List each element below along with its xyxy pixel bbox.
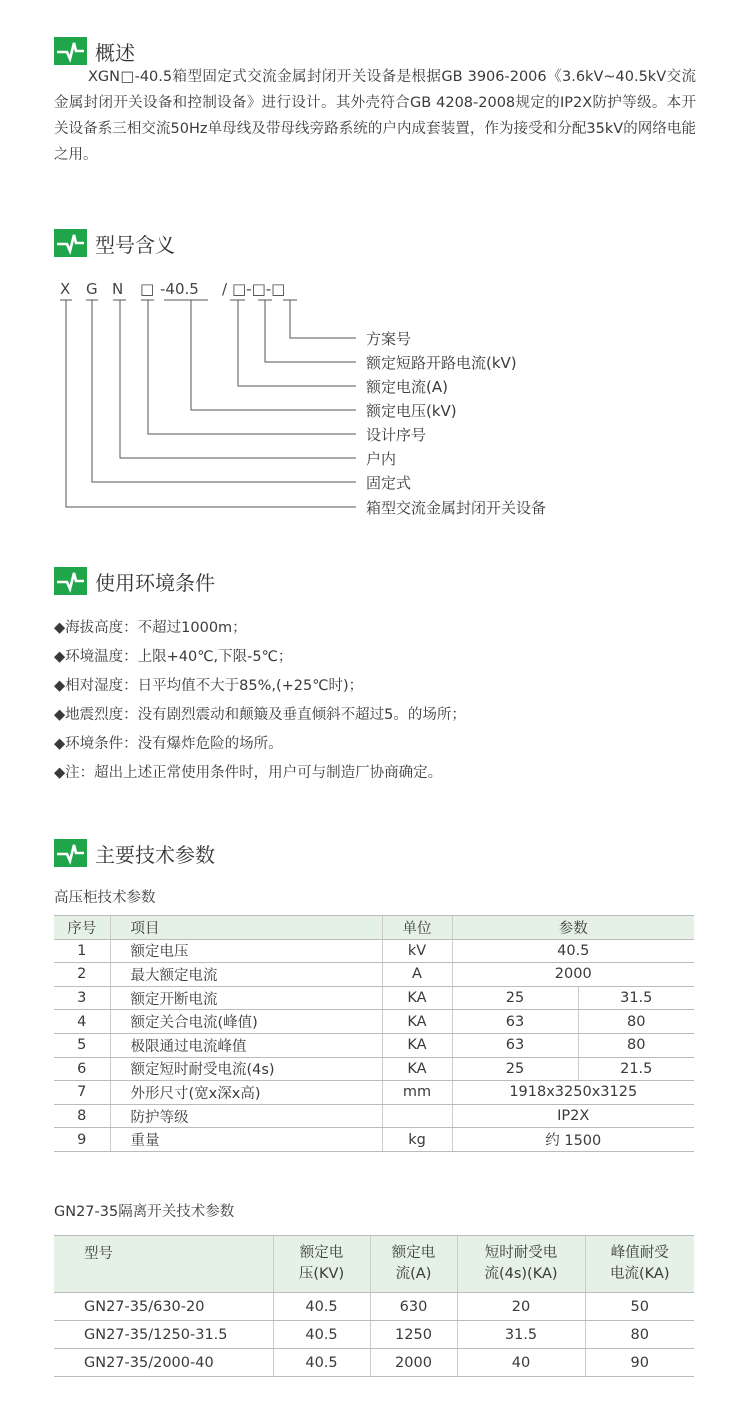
table1-caption: 高压柜技术参数 bbox=[54, 890, 156, 906]
table-cell: 约 1500 bbox=[452, 1128, 694, 1152]
header-line: 额定电 bbox=[299, 1245, 344, 1261]
table-cell: 31.5 bbox=[578, 986, 694, 1010]
table-cell: KA bbox=[382, 986, 452, 1010]
col-header: 项目 bbox=[110, 916, 382, 940]
table-cell: GN27-35/1250-31.5 bbox=[54, 1321, 273, 1349]
header-line: 型号 bbox=[84, 1246, 113, 1262]
env-item: ◆环境条件：没有爆炸危险的场所。 bbox=[54, 736, 283, 752]
table-cell: 7 bbox=[54, 1081, 110, 1105]
table-cell: 外形尺寸(宽x深x高) bbox=[110, 1081, 382, 1105]
model-label: 固定式 bbox=[366, 474, 412, 492]
pulse-logo-icon bbox=[54, 567, 87, 595]
table-cell: 40.5 bbox=[273, 1321, 370, 1349]
section-heading-params bbox=[54, 838, 215, 868]
env-list bbox=[54, 614, 466, 788]
disconnector-params-table bbox=[54, 1235, 694, 1377]
section-heading-env bbox=[54, 566, 215, 596]
table-cell: 8 bbox=[54, 1104, 110, 1128]
table-row bbox=[54, 939, 694, 963]
table-cell: 20 bbox=[457, 1293, 585, 1321]
col-header bbox=[273, 1236, 370, 1293]
table-cell: GN27-35/630-20 bbox=[54, 1293, 273, 1321]
table-cell: 9 bbox=[54, 1128, 110, 1152]
table-row bbox=[54, 1128, 694, 1152]
table-cell: 2 bbox=[54, 963, 110, 987]
table-row bbox=[54, 1104, 694, 1128]
header-line: 峰值耐受 bbox=[610, 1245, 669, 1261]
table-row bbox=[54, 963, 694, 987]
model-label: 额定电压(kV) bbox=[366, 402, 457, 420]
table-row bbox=[54, 1349, 694, 1377]
table-cell: 90 bbox=[585, 1349, 694, 1377]
header-line: 流(A) bbox=[395, 1266, 432, 1282]
table-cell: 80 bbox=[578, 1033, 694, 1057]
env-item: ◆海拔高度：不超过1000m； bbox=[54, 620, 247, 636]
table-row bbox=[54, 1033, 694, 1057]
overview-paragraph: XGN□-40.5箱型固定式交流金属封闭开关设备是根据GB 3906-2006《3.6kV~40.5kV交流金属封闭开关设备和控制设备》进行设计。其外壳符合GB 4208-2008规定的IP2X防护等级。本开关设备系三相交流50Hz单母线及带母线旁路系统的户内成套装置，作为接受和分配35kV的网络电能之用。 bbox=[54, 69, 696, 163]
pulse-logo-icon bbox=[54, 839, 87, 867]
table-row bbox=[54, 1057, 694, 1081]
model-label: 方案号 bbox=[366, 330, 412, 348]
table-cell: 1918x3250x3125 bbox=[452, 1081, 694, 1105]
table-cell: 63 bbox=[452, 1010, 578, 1034]
table-cell: 40.5 bbox=[273, 1293, 370, 1321]
col-header bbox=[457, 1236, 585, 1293]
table-cell: kV bbox=[382, 939, 452, 963]
col-header bbox=[370, 1236, 457, 1293]
table-cell: A bbox=[382, 963, 452, 987]
table-cell: KA bbox=[382, 1033, 452, 1057]
table-cell: 25 bbox=[452, 986, 578, 1010]
code-slash: / bbox=[222, 280, 228, 298]
header-line: 压(KV) bbox=[298, 1266, 345, 1282]
table-cell: KA bbox=[382, 1010, 452, 1034]
code-voltage: -40.5 bbox=[160, 280, 199, 298]
model-label: 箱型交流金属封闭开关设备 bbox=[366, 499, 547, 517]
code-x: X bbox=[60, 280, 71, 298]
table-cell: 重量 bbox=[110, 1128, 382, 1152]
code-g: G bbox=[86, 280, 98, 298]
table-cell: 防护等级 bbox=[110, 1104, 382, 1128]
table-cell: KA bbox=[382, 1057, 452, 1081]
table-row bbox=[54, 1321, 694, 1349]
env-item: ◆相对湿度：日平均值不大于85%,(+25℃时)； bbox=[54, 678, 364, 694]
model-label: 户内 bbox=[366, 450, 397, 468]
col-header: 单位 bbox=[382, 916, 452, 940]
table-cell: kg bbox=[382, 1128, 452, 1152]
model-label: 额定短路开路电流(kV) bbox=[366, 354, 517, 372]
table-cell: 最大额定电流 bbox=[110, 963, 382, 987]
table-cell: 4 bbox=[54, 1010, 110, 1034]
table2-caption: GN27-35隔离开关技术参数 bbox=[54, 1204, 235, 1220]
table-row bbox=[54, 1010, 694, 1034]
col-header bbox=[585, 1236, 694, 1293]
table-cell: mm bbox=[382, 1081, 452, 1105]
table-row bbox=[54, 1081, 694, 1105]
table-cell: 1 bbox=[54, 939, 110, 963]
env-item: ◆环境温度：上限+40℃,下限-5℃； bbox=[54, 649, 293, 665]
table-cell: 40.5 bbox=[452, 939, 694, 963]
section-title: 概述 bbox=[95, 40, 135, 65]
col-header: 序号 bbox=[54, 916, 110, 940]
header-line: 电流(KA) bbox=[610, 1266, 670, 1282]
table-cell: 5 bbox=[54, 1033, 110, 1057]
table-row bbox=[54, 1293, 694, 1321]
env-item: ◆注：超出上述正常使用条件时，用户可与制造厂协商确定。 bbox=[54, 765, 443, 781]
table-cell: GN27-35/2000-40 bbox=[54, 1349, 273, 1377]
table-cell: 630 bbox=[370, 1293, 457, 1321]
table-cell: 1250 bbox=[370, 1321, 457, 1349]
table-cell: 极限通过电流峰值 bbox=[110, 1033, 382, 1057]
header-line: 额定电 bbox=[391, 1245, 436, 1261]
table-cell: 21.5 bbox=[578, 1057, 694, 1081]
table-cell bbox=[382, 1104, 452, 1128]
col-header bbox=[54, 1236, 273, 1293]
table-cell: 3 bbox=[54, 986, 110, 1010]
code-tail: □-□-□ bbox=[232, 280, 286, 298]
table-cell: 80 bbox=[578, 1010, 694, 1034]
table-cell: IP2X bbox=[452, 1104, 694, 1128]
table-cell: 40 bbox=[457, 1349, 585, 1377]
header-line: 流(4s)(KA) bbox=[484, 1266, 558, 1282]
col-header: 参数 bbox=[452, 916, 694, 940]
table-cell: 2000 bbox=[370, 1349, 457, 1377]
model-label: 额定电流(A) bbox=[366, 378, 448, 396]
table-cell: 63 bbox=[452, 1033, 578, 1057]
switchgear-params-table bbox=[54, 915, 694, 1152]
header-line: 短时耐受电 bbox=[484, 1245, 558, 1261]
table-cell: 6 bbox=[54, 1057, 110, 1081]
table-cell: 额定短时耐受电流(4s) bbox=[110, 1057, 382, 1081]
table-cell: 2000 bbox=[452, 963, 694, 987]
model-label: 设计序号 bbox=[366, 426, 427, 444]
env-item: ◆地震烈度：没有剧烈震动和颠簸及垂直倾斜不超过5。的场所； bbox=[54, 707, 466, 723]
table-cell: 50 bbox=[585, 1293, 694, 1321]
table-cell: 额定电压 bbox=[110, 939, 382, 963]
table-cell: 25 bbox=[452, 1057, 578, 1081]
section-title: 型号含义 bbox=[95, 232, 175, 257]
table-cell: 31.5 bbox=[457, 1321, 585, 1349]
code-box: □ bbox=[140, 280, 155, 298]
table-row bbox=[54, 986, 694, 1010]
section-title: 主要技术参数 bbox=[95, 842, 215, 867]
table-cell: 额定关合电流(峰值) bbox=[110, 1010, 382, 1034]
table-cell: 40.5 bbox=[273, 1349, 370, 1377]
table-cell: 80 bbox=[585, 1321, 694, 1349]
code-n: N bbox=[112, 280, 124, 298]
section-title: 使用环境条件 bbox=[95, 570, 215, 595]
table-cell: 额定开断电流 bbox=[110, 986, 382, 1010]
